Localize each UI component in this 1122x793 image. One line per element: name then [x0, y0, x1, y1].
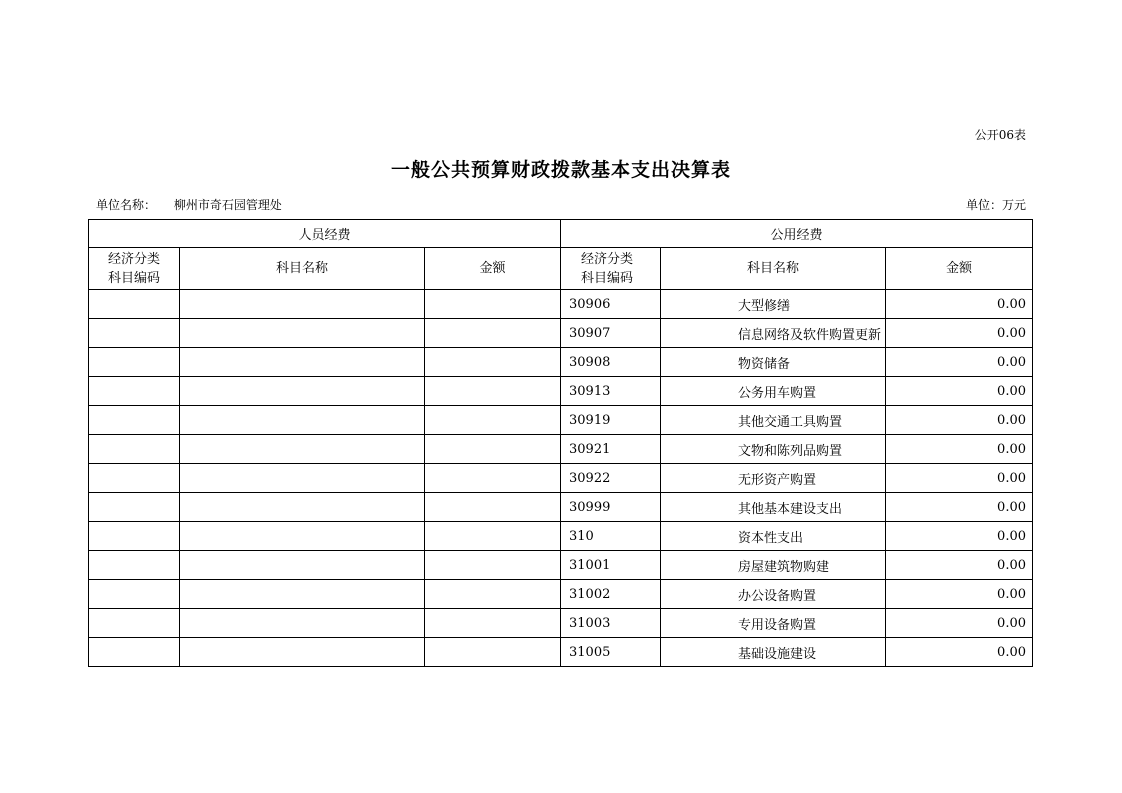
public-amount-cell: 0.00: [886, 522, 1033, 551]
public-amount-cell: 0.00: [886, 377, 1033, 406]
public-amount-cell: 0.00: [886, 493, 1033, 522]
public-name-cell: 其他基本建设支出: [661, 493, 886, 522]
table-body: [89, 290, 1033, 667]
right-code-header-line2: 科目编码: [581, 270, 634, 286]
currency-unit: 单位：万元: [965, 198, 1026, 212]
public-name-cell: 信息网络及软件购置更新: [661, 319, 886, 348]
personnel-amount-cell: [425, 522, 561, 551]
table-row: [89, 348, 1033, 377]
personnel-amount-cell: [425, 435, 561, 464]
public-code-cell: 31003: [561, 609, 661, 638]
left-code-header-line2: 科目编码: [107, 270, 160, 286]
personnel-name-cell: [180, 319, 425, 348]
public-amount-cell: 0.00: [886, 638, 1033, 667]
page-title: 一般公共预算财政拨款基本支出决算表: [390, 159, 731, 181]
public-amount-cell: 0.00: [886, 406, 1033, 435]
public-code-cell: 30921: [561, 435, 661, 464]
right-amount-header: 金额: [886, 248, 1033, 290]
public-amount-cell: 0.00: [886, 290, 1033, 319]
public-code-cell: 31001: [561, 551, 661, 580]
public-name-cell: 大型修缮: [661, 290, 886, 319]
public-amount-cell: 0.00: [886, 348, 1033, 377]
personnel-name-cell: [180, 522, 425, 551]
table-row: [89, 638, 1033, 667]
personnel-code-cell: [89, 435, 180, 464]
personnel-amount-cell: [425, 493, 561, 522]
public-code-cell: 30999: [561, 493, 661, 522]
form-code: 公开06表: [974, 128, 1026, 142]
public-code-cell: 310: [561, 522, 661, 551]
unit-name-value: 柳州市奇石园管理处: [173, 198, 282, 212]
public-name-cell: 文物和陈列品购置: [661, 435, 886, 464]
left-code-header: [89, 248, 180, 290]
left-code-header-line1: 经济分类: [107, 251, 160, 267]
personnel-name-cell: [180, 435, 425, 464]
personnel-amount-cell: [425, 609, 561, 638]
public-amount-cell: 0.00: [886, 435, 1033, 464]
unit-name-label: 单位名称：: [96, 198, 157, 212]
table-row: [89, 464, 1033, 493]
public-code-cell: 31002: [561, 580, 661, 609]
personnel-code-cell: [89, 638, 180, 667]
public-code-cell: 30907: [561, 319, 661, 348]
public-expense-header: 公用经费: [561, 220, 1033, 248]
personnel-amount-cell: [425, 377, 561, 406]
personnel-name-cell: [180, 493, 425, 522]
public-name-cell: 物资储备: [661, 348, 886, 377]
personnel-name-cell: [180, 290, 425, 319]
public-amount-cell: 0.00: [886, 319, 1033, 348]
public-code-cell: 30922: [561, 464, 661, 493]
personnel-amount-cell: [425, 551, 561, 580]
public-amount-cell: 0.00: [886, 580, 1033, 609]
personnel-name-cell: [180, 551, 425, 580]
public-name-cell: 公务用车购置: [661, 377, 886, 406]
table-row: [89, 493, 1033, 522]
personnel-code-cell: [89, 290, 180, 319]
public-code-cell: 30906: [561, 290, 661, 319]
personnel-name-cell: [180, 377, 425, 406]
personnel-code-cell: [89, 522, 180, 551]
unit-row: [96, 196, 1026, 213]
public-name-cell: 资本性支出: [661, 522, 886, 551]
personnel-code-cell: [89, 406, 180, 435]
personnel-amount-cell: [425, 406, 561, 435]
public-amount-cell: 0.00: [886, 551, 1033, 580]
personnel-amount-cell: [425, 348, 561, 377]
right-name-header: 科目名称: [661, 248, 886, 290]
personnel-amount-cell: [425, 580, 561, 609]
personnel-amount-cell: [425, 464, 561, 493]
public-code-cell: 30913: [561, 377, 661, 406]
personnel-name-cell: [180, 580, 425, 609]
personnel-code-cell: [89, 580, 180, 609]
personnel-code-cell: [89, 348, 180, 377]
personnel-amount-cell: [425, 319, 561, 348]
table-row: [89, 609, 1033, 638]
table-row: [89, 522, 1033, 551]
personnel-code-cell: [89, 319, 180, 348]
public-name-cell: 房屋建筑物购建: [661, 551, 886, 580]
table-row: [89, 319, 1033, 348]
public-name-cell: 基础设施建设: [661, 638, 886, 667]
personnel-code-cell: [89, 493, 180, 522]
left-amount-header: 金额: [425, 248, 561, 290]
public-name-cell: 专用设备购置: [661, 609, 886, 638]
public-code-cell: 30919: [561, 406, 661, 435]
personnel-code-cell: [89, 377, 180, 406]
personnel-name-cell: [180, 609, 425, 638]
personnel-name-cell: [180, 348, 425, 377]
personnel-code-cell: [89, 464, 180, 493]
group-header-row: [89, 220, 1033, 248]
personnel-expense-header: 人员经费: [89, 220, 561, 248]
left-name-header: 科目名称: [180, 248, 425, 290]
public-name-cell: 办公设备购置: [661, 580, 886, 609]
right-code-header: [561, 248, 661, 290]
personnel-name-cell: [180, 638, 425, 667]
table-row: [89, 551, 1033, 580]
personnel-code-cell: [89, 609, 180, 638]
public-code-cell: 30908: [561, 348, 661, 377]
table-row: [89, 290, 1033, 319]
public-code-cell: 31005: [561, 638, 661, 667]
table-row: [89, 435, 1033, 464]
right-code-header-line1: 经济分类: [581, 251, 634, 267]
personnel-name-cell: [180, 464, 425, 493]
public-name-cell: 无形资产购置: [661, 464, 886, 493]
budget-table: [88, 219, 1033, 667]
public-name-cell: 其他交通工具购置: [661, 406, 886, 435]
public-amount-cell: 0.00: [886, 609, 1033, 638]
personnel-code-cell: [89, 551, 180, 580]
public-amount-cell: 0.00: [886, 464, 1033, 493]
table-row: [89, 377, 1033, 406]
personnel-amount-cell: [425, 638, 561, 667]
personnel-name-cell: [180, 406, 425, 435]
table-row: [89, 406, 1033, 435]
column-header-row: [89, 248, 1033, 290]
personnel-amount-cell: [425, 290, 561, 319]
table-row: [89, 580, 1033, 609]
